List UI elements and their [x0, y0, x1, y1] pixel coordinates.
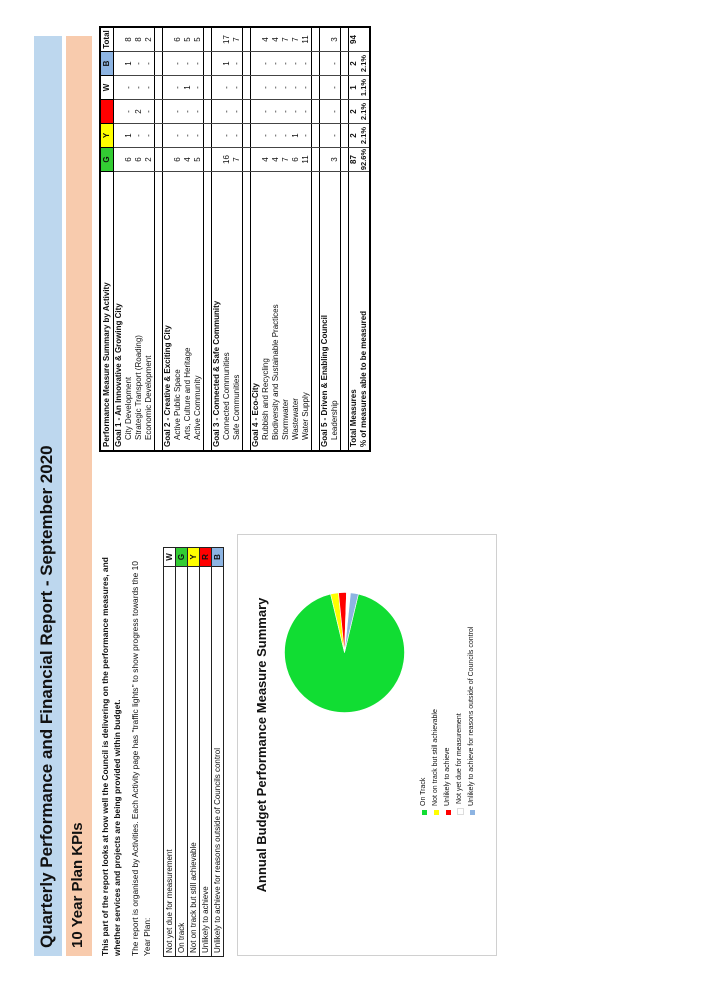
chart-legend-entry: [430, 627, 442, 815]
total-r: 2: [349, 100, 360, 124]
cell-total: 5: [183, 27, 193, 52]
cell-b: -: [281, 52, 291, 76]
chart-title: Annual Budget Performance Measure Summary: [254, 597, 269, 893]
cell-w: -: [330, 76, 341, 100]
cell-g: 6: [124, 148, 134, 172]
cell-g: 2: [144, 148, 155, 172]
title-band: [34, 36, 62, 956]
cell-total: 2: [144, 27, 155, 52]
percent-total: [359, 27, 370, 52]
percent-label: % of measures able to be measured: [359, 172, 370, 452]
legend-row: [188, 548, 200, 957]
table-spacer-row: [155, 27, 163, 451]
legend-swatch: [434, 810, 439, 815]
cell-w: -: [291, 76, 301, 100]
cell-r: 2: [134, 100, 144, 124]
activity-name: Arts, Culture and Heritage: [183, 172, 193, 452]
cell-total: 7: [291, 27, 301, 52]
chart-legend-entry: [418, 627, 430, 815]
activity-row: [271, 27, 281, 451]
activity-name: Connected Communities: [222, 172, 232, 452]
cell-w: -: [271, 76, 281, 100]
activity-name: Wastewater: [291, 172, 301, 452]
cell-g: 5: [193, 148, 204, 172]
activity-row: [173, 27, 183, 451]
cell-g: 16: [222, 148, 232, 172]
page-title: Quarterly Performance and Financial Report - September 2020: [37, 445, 56, 948]
cell-g: 11: [301, 148, 312, 172]
table-spacer-row: [312, 27, 320, 451]
legend-label: Unlikely to achieve: [200, 567, 212, 957]
cell-y: -: [134, 124, 144, 148]
cell-r: -: [144, 100, 155, 124]
cell-b: -: [173, 52, 183, 76]
legend-entry-label: Not on track but still achievable: [432, 709, 439, 806]
activity-row: [222, 27, 232, 451]
legend-entry-label: On Track: [420, 777, 427, 806]
cell-r: -: [232, 100, 243, 124]
cell-b: -: [183, 52, 193, 76]
column-header: R: [100, 100, 114, 124]
column-header: Y: [100, 124, 114, 148]
cell-b: -: [291, 52, 301, 76]
percent-r: 2.1%: [359, 100, 370, 124]
total-w: 1: [349, 76, 360, 100]
totals-label: Total Measures: [349, 172, 360, 452]
activity-row: [330, 27, 341, 451]
section-title: 10 Year Plan KPIs: [69, 822, 86, 948]
intro-text: [100, 546, 160, 956]
cell-w: -: [124, 76, 134, 100]
chart-legend-entry: [454, 627, 466, 815]
goal-row: [212, 27, 223, 451]
cell-total: 6: [173, 27, 183, 52]
intro-lead: This part of the report looks at how well the Council is delivering on the performance measures, and whether services and projects are being provided within budget.: [100, 557, 122, 956]
column-header: W: [100, 76, 114, 100]
goal-name: Goal 2 - Creative & Exciting City: [163, 172, 174, 452]
activity-name: Water Supply: [301, 172, 312, 452]
legend-row: [176, 548, 188, 957]
cell-b: -: [144, 52, 155, 76]
percent-w: 1.1%: [359, 76, 370, 100]
cell-y: -: [144, 124, 155, 148]
legend-swatch: [446, 810, 451, 815]
legend-label: Unlikely to achieve for reasons outside of Councils control: [212, 567, 224, 957]
activity-name: Safe Communities: [232, 172, 243, 452]
goal-row: [251, 27, 262, 451]
legend-code: Y: [188, 548, 200, 567]
activity-name: Active Community: [193, 172, 204, 452]
activity-row: [261, 27, 271, 451]
legend-swatch: [422, 810, 427, 815]
totals-row: [349, 27, 360, 451]
activity-name: Biodiversity and Sustainable Practices: [271, 172, 281, 452]
pie-chart: [282, 590, 407, 715]
activity-name: Rubbish and Recycling: [261, 172, 271, 452]
activity-name: Strategic Transport (Roading): [134, 172, 144, 452]
total-y: 2: [349, 124, 360, 148]
cell-total: 3: [330, 27, 341, 52]
percent-y: 2.1%: [359, 124, 370, 148]
cell-w: -: [134, 76, 144, 100]
legend-row: [200, 548, 212, 957]
legend-entry-label: Not yet due for measurement: [456, 713, 463, 804]
cell-w: -: [173, 76, 183, 100]
table-spacer-row: [341, 27, 349, 451]
cell-w: -: [301, 76, 312, 100]
cell-r: -: [301, 100, 312, 124]
activity-name: Active Public Space: [173, 172, 183, 452]
activity-row: [183, 27, 193, 451]
cell-y: -: [173, 124, 183, 148]
cell-b: 1: [222, 52, 232, 76]
cell-r: -: [291, 100, 301, 124]
cell-g: 4: [261, 148, 271, 172]
cell-b: -: [330, 52, 341, 76]
performance-measure-summary-table: [99, 26, 371, 452]
percent-b: 2.1%: [359, 52, 370, 76]
cell-w: -: [281, 76, 291, 100]
cell-r: -: [183, 100, 193, 124]
activity-row: [232, 27, 243, 451]
cell-total: 17: [222, 27, 232, 52]
legend-label: Not yet due for measurement: [164, 567, 176, 957]
legend-label: Not on track but still achievable: [188, 567, 200, 957]
total-total: 94: [349, 27, 360, 52]
intro-body: The report is organised by Activities. Each Activity page has "traffic lights" to show progress towards the 10 Year Plan:: [130, 561, 152, 956]
goal-name: Goal 3 - Connected & Safe Community: [212, 172, 223, 452]
traffic-light-legend-table: [163, 547, 224, 957]
column-header: Total: [100, 27, 114, 52]
legend-entry-label: Unlikely to achieve for reasons outside of Councils control: [468, 626, 475, 806]
column-header: G: [100, 148, 114, 172]
cell-r: -: [271, 100, 281, 124]
cell-y: -: [261, 124, 271, 148]
cell-w: 1: [183, 76, 193, 100]
cell-r: -: [222, 100, 232, 124]
cell-y: 1: [291, 124, 301, 148]
pie-chart-panel: [237, 534, 497, 956]
cell-total: 8: [124, 27, 134, 52]
cell-w: -: [222, 76, 232, 100]
cell-w: -: [261, 76, 271, 100]
cell-total: 4: [271, 27, 281, 52]
cell-total: 11: [301, 27, 312, 52]
cell-r: -: [261, 100, 271, 124]
legend-swatch: [457, 808, 464, 815]
cell-y: -: [330, 124, 341, 148]
cell-g: 7: [281, 148, 291, 172]
cell-g: 3: [330, 148, 341, 172]
percent-row: [359, 27, 370, 451]
goal-row: [320, 27, 331, 451]
cell-total: 7: [232, 27, 243, 52]
cell-b: -: [301, 52, 312, 76]
cell-b: -: [271, 52, 281, 76]
activity-name: Economic Development: [144, 172, 155, 452]
cell-total: 8: [134, 27, 144, 52]
activity-name: Stormwater: [281, 172, 291, 452]
cell-g: 7: [232, 148, 243, 172]
activity-row: [144, 27, 155, 451]
total-g: 87: [349, 148, 360, 172]
cell-b: -: [232, 52, 243, 76]
cell-y: -: [193, 124, 204, 148]
chart-legend-entry: [442, 627, 454, 815]
cell-g: 4: [271, 148, 281, 172]
legend-code: B: [212, 548, 224, 567]
goal-row: [114, 27, 125, 451]
legend-row: [212, 548, 224, 957]
column-header: B: [100, 52, 114, 76]
cell-total: 5: [193, 27, 204, 52]
table-header-row: [100, 27, 114, 451]
subtitle-band: [66, 36, 92, 956]
column-header: Performance Measure Summary by Activity: [100, 172, 114, 452]
cell-w: -: [232, 76, 243, 100]
cell-b: -: [134, 52, 144, 76]
cell-g: 4: [183, 148, 193, 172]
total-b: 2: [349, 52, 360, 76]
legend-code: R: [200, 548, 212, 567]
cell-y: -: [281, 124, 291, 148]
cell-w: -: [193, 76, 204, 100]
cell-b: -: [193, 52, 204, 76]
legend-swatch: [470, 810, 475, 815]
cell-r: -: [124, 100, 134, 124]
cell-y: -: [222, 124, 232, 148]
cell-b: -: [261, 52, 271, 76]
activity-row: [291, 27, 301, 451]
cell-r: -: [330, 100, 341, 124]
cell-w: -: [144, 76, 155, 100]
cell-b: 1: [124, 52, 134, 76]
chart-legend: [418, 627, 478, 815]
cell-r: -: [193, 100, 204, 124]
cell-r: -: [281, 100, 291, 124]
activity-row: [301, 27, 312, 451]
cell-g: 6: [134, 148, 144, 172]
legend-code: G: [176, 548, 188, 567]
cell-total: 7: [281, 27, 291, 52]
activity-name: City Development: [124, 172, 134, 452]
chart-legend-entry: [466, 627, 478, 815]
cell-g: 6: [173, 148, 183, 172]
legend-row: [164, 548, 176, 957]
percent-g: 92.6%: [359, 148, 368, 171]
table-spacer-row: [243, 27, 251, 451]
cell-total: 4: [261, 27, 271, 52]
activity-name: Leadership: [330, 172, 341, 452]
goal-name: Goal 1 - An Innovative & Growing City: [114, 172, 125, 452]
goal-row: [163, 27, 174, 451]
cell-y: -: [301, 124, 312, 148]
cell-y: -: [183, 124, 193, 148]
activity-row: [281, 27, 291, 451]
goal-name: Goal 4 - Eco-City: [251, 172, 262, 452]
activity-row: [134, 27, 144, 451]
goal-name: Goal 5 - Driven & Enabling Council: [320, 172, 331, 452]
cell-y: -: [271, 124, 281, 148]
table-spacer-row: [204, 27, 212, 451]
activity-row: [193, 27, 204, 451]
activity-row: [124, 27, 134, 451]
cell-y: 1: [124, 124, 134, 148]
cell-r: -: [173, 100, 183, 124]
legend-entry-label: Unlikely to achieve: [444, 747, 451, 806]
cell-g: 6: [291, 148, 301, 172]
legend-code: W: [164, 548, 176, 567]
legend-label: On track: [176, 567, 188, 957]
cell-y: -: [232, 124, 243, 148]
